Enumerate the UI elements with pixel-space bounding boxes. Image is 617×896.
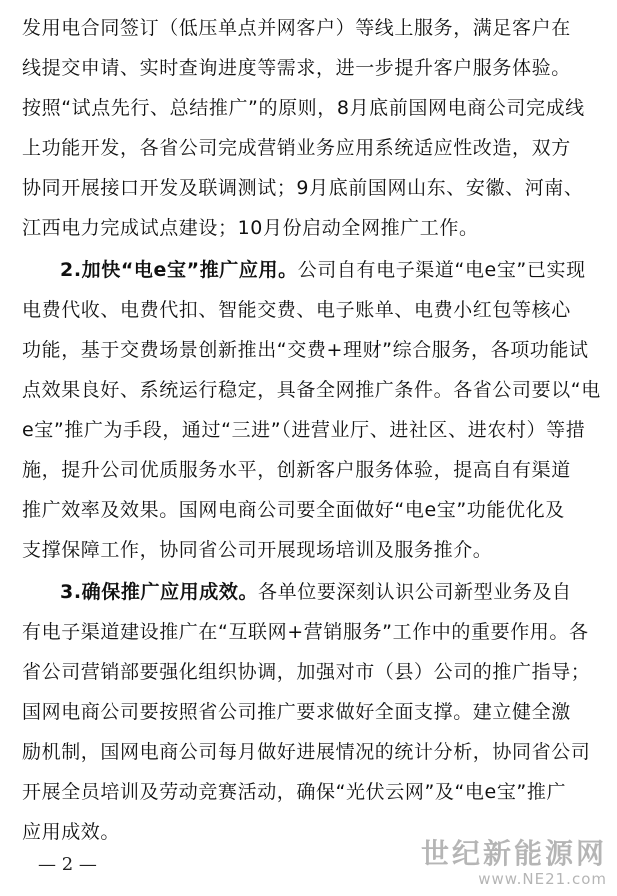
section-2-first-line <box>60 252 598 288</box>
paragraph-line: 省公司营销部要强化组织协调，加强对市（县）公司的推广指导； <box>22 661 591 683</box>
page-number: — 2 — <box>38 854 97 875</box>
paragraph-line: 电费代收、电费代扣、智能交费、电子账单、电费小红包等核心 <box>22 299 571 321</box>
watermark-name: 世纪新能源网 <box>420 837 607 870</box>
paragraph-line: 江西电力完成试点建设；10月份启动全网推广工作。 <box>22 217 479 239</box>
watermark-url: www.NE21.com <box>478 870 607 888</box>
section-2-text: 公司自有电子渠道“电e宝”已实现 <box>297 259 586 281</box>
paragraph-line: 有电子渠道建设推广在“互联网+营销服务”工作中的重要作用。各 <box>22 621 589 643</box>
paragraph-line: 应用成效。 <box>22 821 121 843</box>
paragraph-line: 功能，基于交费场景创新推出“交费+理财”综合服务，各项功能试 <box>22 339 589 361</box>
paragraph-line: 国网电商公司要按照省公司推广要求做好全面支撑。建立健全激 <box>22 701 571 723</box>
paragraph-line: 发用电合同签订（低压单点并网客户）等线上服务，满足客户在 <box>22 17 571 39</box>
section-3-first-line <box>60 574 598 610</box>
section-2-heading: 2.加快“电e宝”推广应用。 <box>60 259 298 281</box>
paragraph-line: 协同开展接口开发及联调测试；9月底前国网山东、安徽、河南、 <box>22 177 584 199</box>
paragraph-line: 推广效率及效果。国网电商公司要全面做好“电e宝”功能优化及 <box>22 499 565 521</box>
paragraph-line: 按照“试点先行、总结推广”的原则，8月底前国网电商公司完成线 <box>22 97 585 119</box>
paragraph-line: 开展全员培训及劳动竞赛活动，确保“光伏云网”及“电e宝”推广 <box>22 781 567 803</box>
section-3-heading: 3.确保推广应用成效。 <box>60 581 259 603</box>
paragraph-line: 施，提升公司优质服务水平，创新客户服务体验，提高自有渠道 <box>22 459 571 481</box>
paragraph-line: 上功能开发，各省公司完成营销业务应用系统适应性改造，双方 <box>22 137 571 159</box>
paragraph-line: 支撑保障工作，协同省公司开展现场培训及服务推介。 <box>22 539 493 561</box>
paragraph-line: 励机制，国网电商公司每月做好进展情况的统计分析，协同省公司 <box>22 741 591 763</box>
paragraph-line: e宝”推广为手段，通过“三进”（进营业厅、进社区、进农村）等措 <box>22 419 586 441</box>
section-3-text: 各单位要深刻认识公司新型业务及自 <box>258 581 572 603</box>
paragraph-line: 线提交申请、实时查询进度等需求，进一步提升客户服务体验。 <box>22 57 571 79</box>
paragraph-line: 点效果良好、系统运行稳定，具备全网推广条件。各省公司要以“电 <box>22 379 601 401</box>
watermark-logo <box>421 838 607 888</box>
